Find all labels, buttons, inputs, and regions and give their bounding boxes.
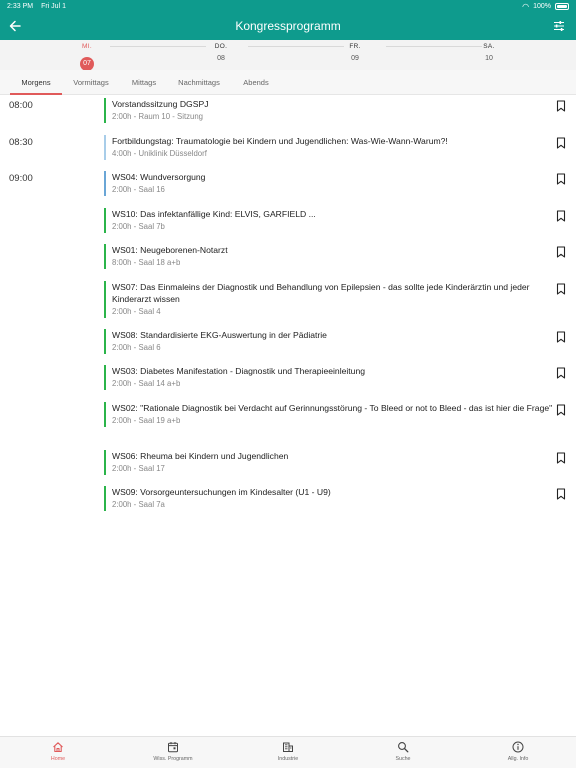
session-title: Vorstandssitzung DGSPJ <box>112 99 209 109</box>
bookmark-icon[interactable] <box>556 137 566 149</box>
nav-industrie[interactable] <box>253 741 323 762</box>
status-date: Fri Jul 1 <box>41 2 66 10</box>
session-title: WS06: Rheuma bei Kindern und Jugendlichen <box>112 451 289 461</box>
search-icon <box>397 741 409 753</box>
arrow-left-icon <box>9 20 21 32</box>
session-title: WS07: Das Einmaleins der Diagnostik und Behandlung von Epilepsien - das sollte jede Kinderärztin und jeder Kinderarzt wissen <box>112 282 530 304</box>
day-name: MI. <box>82 43 92 50</box>
bookmark-icon[interactable] <box>556 331 566 343</box>
session-title: Fortbildungstag: Traumatologie bei Kindern und Jugendlichen: Was-Wie-Wann-Warum?! <box>112 136 448 146</box>
session-meta: 2:00h - Raum 10 - Sitzung <box>112 112 204 121</box>
day-name: DO. <box>214 43 228 50</box>
nav-label: Wiss. Programm <box>153 756 193 762</box>
session-title: WS01: Neugeborenen-Notarzt <box>112 245 228 255</box>
session-title: WS04: Wundversorgung <box>112 172 206 182</box>
tab-vormittags[interactable]: Vormittags <box>73 78 109 87</box>
day-name: SA. <box>483 43 495 50</box>
status-bar <box>0 0 576 12</box>
day-wednesday[interactable] <box>57 42 117 71</box>
tab-abends[interactable]: Abends <box>243 78 269 87</box>
day-number: 10 <box>485 55 493 62</box>
session-title: WS02: "Rationale Diagnostik bei Verdacht auf Gerinnungsstörung - To Bleed or not to Bleed - das ist hier die Frage" <box>112 403 553 413</box>
day-number: 08 <box>217 55 225 62</box>
bookmark-icon[interactable] <box>556 404 566 416</box>
session-item[interactable] <box>104 450 570 475</box>
home-icon <box>52 741 64 753</box>
bookmark-icon[interactable] <box>556 246 566 258</box>
battery-icon <box>555 3 569 10</box>
session-item[interactable] <box>104 171 570 196</box>
session-meta: 2:00h - Saal 17 <box>112 464 165 473</box>
session-item[interactable] <box>104 329 570 354</box>
nav-wiss-programm[interactable] <box>138 741 208 762</box>
app-bar <box>0 12 576 40</box>
bookmark-icon[interactable] <box>556 283 566 295</box>
session-title: WS08: Standardisierte EKG-Auswertung in der Pädiatrie <box>112 330 327 340</box>
sliders-icon <box>553 20 565 32</box>
bookmark-icon[interactable] <box>556 210 566 222</box>
tab-nachmittags[interactable]: Nachmittags <box>178 78 220 87</box>
bookmark-icon[interactable] <box>556 173 566 185</box>
bookmark-icon[interactable] <box>556 488 566 500</box>
session-meta: 4:00h - Uniklinik Düsseldorf <box>112 149 207 158</box>
session-meta: 2:00h - Saal 7b <box>112 222 165 231</box>
session-item[interactable] <box>104 486 570 511</box>
nav-allg-info[interactable] <box>483 741 553 762</box>
session-item[interactable] <box>104 281 570 318</box>
tab-morgens[interactable]: Morgens <box>10 70 62 95</box>
session-meta: 2:00h - Saal 6 <box>112 343 161 352</box>
status-time: 2:33 PM <box>7 2 34 10</box>
time-slot: 09:00 <box>9 173 33 184</box>
day-thursday[interactable] <box>191 42 251 66</box>
filter-button[interactable] <box>550 17 568 35</box>
nav-label: Industrie <box>277 756 299 762</box>
bookmark-icon[interactable] <box>556 100 566 112</box>
day-selector <box>0 40 576 70</box>
day-friday[interactable] <box>325 42 385 66</box>
bottom-navigation <box>0 736 576 768</box>
session-item[interactable] <box>104 244 570 269</box>
session-title: WS03: Diabetes Manifestation - Diagnostik und Therapieeinleitung <box>112 366 366 376</box>
session-item[interactable] <box>104 208 570 233</box>
session-meta: 8:00h - Saal 18 a+b <box>112 258 181 267</box>
session-title: WS10: Das infektanfällige Kind: ELVIS, GARFIELD ... <box>112 209 316 219</box>
session-item[interactable] <box>104 402 570 427</box>
building-icon <box>282 741 294 753</box>
time-slot: 08:00 <box>9 100 33 111</box>
day-saturday[interactable] <box>459 42 519 66</box>
info-icon <box>512 741 524 753</box>
session-item[interactable] <box>104 365 570 390</box>
session-meta: 2:00h - Saal 14 a+b <box>112 379 181 388</box>
session-title: WS09: Vorsorgeuntersuchungen im Kindesalter (U1 - U9) <box>112 487 331 497</box>
session-item[interactable] <box>104 135 570 160</box>
calendar-icon <box>167 741 179 753</box>
tab-mittags[interactable]: Mittags <box>131 78 157 87</box>
session-meta: 2:00h - Saal 16 <box>112 185 165 194</box>
day-name: FR. <box>349 43 361 50</box>
wifi-icon: ◠ <box>522 1 530 11</box>
time-of-day-tabs <box>0 70 576 95</box>
nav-home[interactable] <box>23 741 93 762</box>
session-meta: 2:00h - Saal 19 a+b <box>112 416 181 425</box>
bookmark-icon[interactable] <box>556 367 566 379</box>
battery-percent: 100% <box>533 2 551 10</box>
time-slot: 08:30 <box>9 137 33 148</box>
nav-suche[interactable] <box>368 741 438 762</box>
nav-label: Suche <box>395 756 411 762</box>
nav-label: Allg. Info <box>507 756 529 762</box>
bookmark-icon[interactable] <box>556 452 566 464</box>
day-number: 09 <box>351 55 359 62</box>
nav-label: Home <box>50 756 66 762</box>
session-meta: 2:00h - Saal 4 <box>112 307 161 316</box>
session-meta: 2:00h - Saal 7a <box>112 500 165 509</box>
page-title: Kongressprogramm <box>235 19 341 33</box>
day-number: 07 <box>80 57 94 71</box>
back-button[interactable] <box>6 17 24 35</box>
session-item[interactable] <box>104 98 570 123</box>
